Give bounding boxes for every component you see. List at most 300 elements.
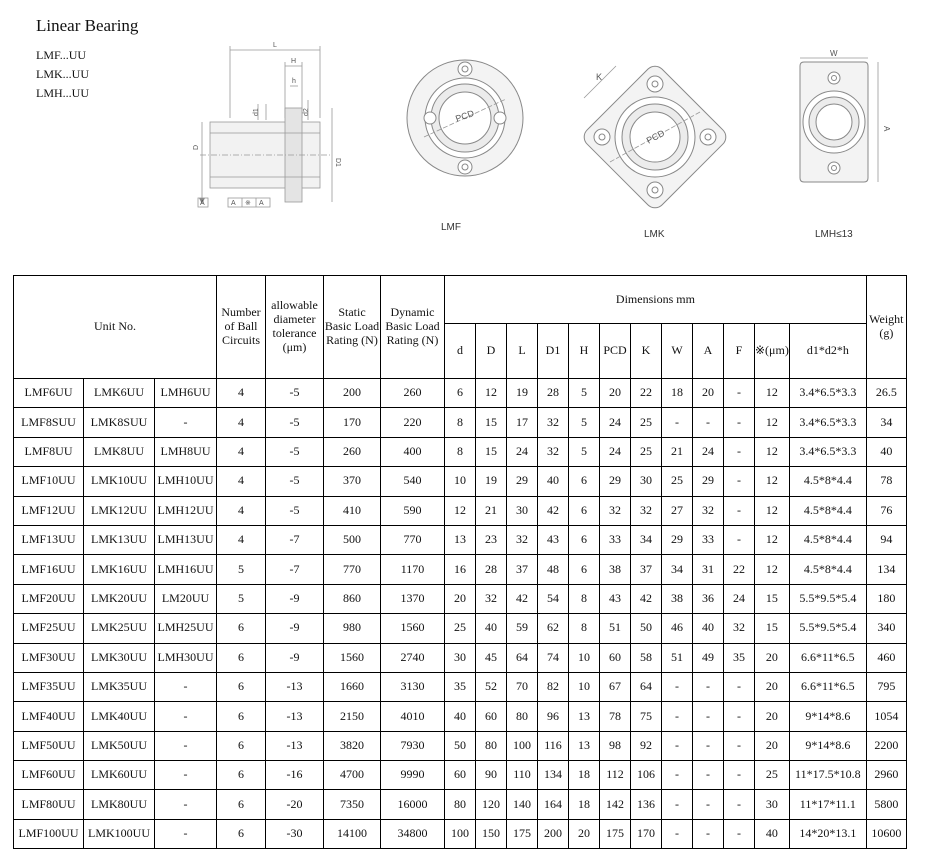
table-cell: 52	[476, 672, 507, 701]
table-cell: 37	[507, 555, 538, 584]
table-cell: 33	[600, 525, 631, 554]
table-cell: -	[693, 702, 724, 731]
table-cell: 142	[600, 790, 631, 819]
table-cell: 116	[538, 731, 569, 760]
table-cell: 260	[381, 379, 445, 408]
table-cell: 25	[755, 761, 790, 790]
lmf-pcd-label: PCD	[454, 107, 476, 124]
table-cell: -	[693, 731, 724, 760]
datum-A-label: A	[200, 200, 205, 207]
table-cell: 2150	[324, 702, 381, 731]
table-cell: -5	[266, 437, 324, 466]
table-cell: 21	[662, 437, 693, 466]
table-cell: -	[724, 437, 755, 466]
table-cell: 4	[217, 437, 266, 466]
table-cell: 2200	[866, 731, 906, 760]
table-cell: -	[724, 672, 755, 701]
table-cell: 860	[324, 584, 381, 613]
table-cell: 460	[866, 643, 906, 672]
table-cell: 164	[538, 790, 569, 819]
table-cell: 50	[631, 614, 662, 643]
table-cell: 15	[755, 614, 790, 643]
table-cell: LM20UU	[155, 584, 217, 613]
table-cell: LMH12UU	[155, 496, 217, 525]
table-cell: -	[155, 672, 217, 701]
table-cell: 40	[866, 437, 906, 466]
table-cell: 10600	[866, 819, 906, 848]
table-cell: LMF12UU	[14, 496, 84, 525]
table-cell: 140	[507, 790, 538, 819]
table-cell: 12	[755, 555, 790, 584]
series-lmk: LMK...UU	[36, 67, 89, 81]
table-cell: -7	[266, 525, 324, 554]
dim-header-L: L	[507, 324, 538, 379]
table-cell: 19	[476, 467, 507, 496]
table-cell: 6	[445, 379, 476, 408]
table-cell: 410	[324, 496, 381, 525]
table-row	[14, 819, 907, 848]
table-cell: 540	[381, 467, 445, 496]
lmh-flange-drawing	[790, 50, 890, 195]
table-cell: 8	[445, 437, 476, 466]
table-cell: 22	[724, 555, 755, 584]
table-cell: 5	[217, 584, 266, 613]
table-cell: 34	[662, 555, 693, 584]
table-cell: LMF8UU	[14, 437, 84, 466]
table-cell: 12	[445, 496, 476, 525]
table-cell: 32	[693, 496, 724, 525]
tolerance-frame-A1: A	[231, 200, 236, 207]
table-cell: 20	[600, 379, 631, 408]
table-cell: 4010	[381, 702, 445, 731]
table-cell: 4.5*8*4.4	[789, 525, 866, 554]
table-cell: 6	[217, 819, 266, 848]
table-cell: 4	[217, 467, 266, 496]
table-cell: 14*20*13.1	[789, 819, 866, 848]
table-cell: 43	[538, 525, 569, 554]
header-dynamic-load: Dynamic Basic Load Rating (N)	[381, 276, 445, 379]
table-cell: 20	[755, 731, 790, 760]
table-cell: 35	[724, 643, 755, 672]
table-cell: 24	[693, 437, 724, 466]
table-cell: LMK16UU	[84, 555, 155, 584]
dim-h-label: h	[292, 78, 296, 85]
table-cell: 6	[569, 525, 600, 554]
table-cell: 12	[755, 467, 790, 496]
dim-header-d: d	[445, 324, 476, 379]
table-cell: 6	[217, 731, 266, 760]
table-cell: LMK60UU	[84, 761, 155, 790]
table-cell: 6	[217, 761, 266, 790]
table-cell: -	[662, 790, 693, 819]
table-cell: 400	[381, 437, 445, 466]
table-cell: 60	[600, 643, 631, 672]
table-cell: 23	[476, 525, 507, 554]
table-cell: -30	[266, 819, 324, 848]
table-cell: 770	[381, 525, 445, 554]
table-row	[14, 437, 907, 466]
lmk-k-label: K	[596, 72, 603, 82]
table-cell: 29	[662, 525, 693, 554]
dim-header-d1-d2-h: d1*d2*h	[789, 324, 866, 379]
table-cell: 58	[631, 643, 662, 672]
table-cell: LMH10UU	[155, 467, 217, 496]
table-cell: 6	[569, 496, 600, 525]
table-row	[14, 731, 907, 760]
table-cell: 4	[217, 408, 266, 437]
table-cell: 6	[217, 790, 266, 819]
table-cell: 8	[569, 614, 600, 643]
table-cell: 112	[600, 761, 631, 790]
table-cell: 17	[507, 408, 538, 437]
lmf-flange-drawing	[404, 57, 526, 179]
table-cell: 90	[476, 761, 507, 790]
table-cell: 24	[600, 408, 631, 437]
table-cell: 10	[445, 467, 476, 496]
table-row	[14, 584, 907, 613]
table-cell: 1370	[381, 584, 445, 613]
table-cell: -	[155, 790, 217, 819]
table-cell: 98	[600, 731, 631, 760]
dim-header-D: D	[476, 324, 507, 379]
table-cell: LMF60UU	[14, 761, 84, 790]
table-cell: -9	[266, 584, 324, 613]
table-cell: 340	[866, 614, 906, 643]
header-tolerance: allowable diameter tolerance (μm)	[266, 276, 324, 379]
table-cell: 70	[507, 672, 538, 701]
table-cell: 150	[476, 819, 507, 848]
table-cell: 42	[507, 584, 538, 613]
table-cell: 134	[538, 761, 569, 790]
table-cell: LMH25UU	[155, 614, 217, 643]
lmk-caption: LMK	[644, 229, 665, 240]
table-cell: 51	[600, 614, 631, 643]
table-cell: -9	[266, 614, 324, 643]
table-cell: 10	[569, 643, 600, 672]
table-cell: 54	[538, 584, 569, 613]
dim-header-A: A	[693, 324, 724, 379]
table-cell: LMF16UU	[14, 555, 84, 584]
series-lmh: LMH...UU	[36, 86, 89, 100]
table-cell: -	[662, 702, 693, 731]
table-cell: 11*17.5*10.8	[789, 761, 866, 790]
table-cell: -	[724, 761, 755, 790]
table-cell: 59	[507, 614, 538, 643]
table-cell: -	[693, 819, 724, 848]
table-cell: 134	[866, 555, 906, 584]
page-title: Linear Bearing	[36, 16, 139, 35]
table-cell: -	[155, 702, 217, 731]
table-cell: 12	[755, 379, 790, 408]
table-cell: 3.4*6.5*3.3	[789, 379, 866, 408]
table-cell: 40	[445, 702, 476, 731]
table-cell: 42	[631, 584, 662, 613]
table-cell: 30	[507, 496, 538, 525]
table-cell: 42	[538, 496, 569, 525]
dim-header-F: F	[724, 324, 755, 379]
table-cell: 9*14*8.6	[789, 702, 866, 731]
table-cell: 4.5*8*4.4	[789, 555, 866, 584]
table-cell: 18	[662, 379, 693, 408]
table-cell: 590	[381, 496, 445, 525]
table-row	[14, 525, 907, 554]
table-cell: LMF100UU	[14, 819, 84, 848]
table-cell: 6.6*11*6.5	[789, 643, 866, 672]
table-cell: -	[693, 408, 724, 437]
table-cell: LMH13UU	[155, 525, 217, 554]
table-cell: 13	[569, 702, 600, 731]
table-cell: LMH30UU	[155, 643, 217, 672]
table-cell: 3.4*6.5*3.3	[789, 408, 866, 437]
table-cell: 120	[476, 790, 507, 819]
table-cell: 27	[662, 496, 693, 525]
table-cell: -20	[266, 790, 324, 819]
table-cell: 20	[755, 702, 790, 731]
table-cell: -13	[266, 702, 324, 731]
table-cell: 43	[600, 584, 631, 613]
lmf-caption: LMF	[441, 222, 461, 233]
table-cell: -	[724, 525, 755, 554]
table-cell: LMK25UU	[84, 614, 155, 643]
table-cell: LMK20UU	[84, 584, 155, 613]
table-row	[14, 702, 907, 731]
table-cell: 34	[866, 408, 906, 437]
header-dimensions: Dimensions mm	[445, 276, 867, 324]
table-cell: 16	[445, 555, 476, 584]
table-cell: -9	[266, 643, 324, 672]
table-cell: 770	[324, 555, 381, 584]
table-cell: -	[724, 731, 755, 760]
table-cell: LMF25UU	[14, 614, 84, 643]
table-cell: 38	[662, 584, 693, 613]
lmh-w-label: W	[830, 49, 838, 58]
dim-H-label: H	[291, 58, 297, 65]
table-cell: 67	[600, 672, 631, 701]
table-cell: 14100	[324, 819, 381, 848]
table-cell: LMK12UU	[84, 496, 155, 525]
table-cell: 18	[569, 761, 600, 790]
table-cell: 76	[866, 496, 906, 525]
table-cell: 7350	[324, 790, 381, 819]
table-cell: 29	[693, 467, 724, 496]
table-cell: 12	[755, 437, 790, 466]
table-cell: -	[724, 467, 755, 496]
dim-D1-label: D1	[334, 158, 341, 167]
table-cell: 20	[693, 379, 724, 408]
table-cell: 1560	[381, 614, 445, 643]
table-cell: 21	[476, 496, 507, 525]
table-cell: 5.5*9.5*5.4	[789, 614, 866, 643]
table-cell: 32	[538, 437, 569, 466]
table-cell: 136	[631, 790, 662, 819]
table-cell: -	[693, 790, 724, 819]
table-cell: 200	[538, 819, 569, 848]
side-section-drawing	[190, 38, 340, 218]
table-cell: 5	[569, 379, 600, 408]
table-cell: 28	[538, 379, 569, 408]
table-cell: 8	[445, 408, 476, 437]
table-cell: 78	[600, 702, 631, 731]
table-cell: 96	[538, 702, 569, 731]
table-cell: LMK40UU	[84, 702, 155, 731]
table-cell: 18	[569, 790, 600, 819]
table-cell: 35	[445, 672, 476, 701]
table-cell: -	[662, 761, 693, 790]
table-cell: 80	[507, 702, 538, 731]
table-cell: 24	[600, 437, 631, 466]
header-unit-no: Unit No.	[14, 276, 217, 379]
table-cell: 29	[507, 467, 538, 496]
table-cell: 26.5	[866, 379, 906, 408]
table-cell: 64	[631, 672, 662, 701]
table-cell: 37	[631, 555, 662, 584]
table-cell: 1560	[324, 643, 381, 672]
table-cell: 60	[445, 761, 476, 790]
table-cell: 3.4*6.5*3.3	[789, 437, 866, 466]
table-cell: LMF8SUU	[14, 408, 84, 437]
lmk-pcd-label: PCD	[644, 127, 667, 146]
table-cell: 170	[631, 819, 662, 848]
table-row	[14, 790, 907, 819]
table-cell: -7	[266, 555, 324, 584]
table-cell: 13	[569, 731, 600, 760]
table-cell: 100	[507, 731, 538, 760]
table-cell: 32	[507, 525, 538, 554]
table-cell: LMF13UU	[14, 525, 84, 554]
table-cell: 180	[866, 584, 906, 613]
table-cell: 7930	[381, 731, 445, 760]
table-cell: 12	[755, 496, 790, 525]
table-cell: 106	[631, 761, 662, 790]
table-cell: LMF30UU	[14, 643, 84, 672]
dim-header-W: W	[662, 324, 693, 379]
table-cell: LMK35UU	[84, 672, 155, 701]
table-cell: 20	[569, 819, 600, 848]
dim-d1-label: d1	[253, 108, 260, 116]
table-row	[14, 643, 907, 672]
table-cell: 5	[217, 555, 266, 584]
table-cell: 45	[476, 643, 507, 672]
table-cell: LMK30UU	[84, 643, 155, 672]
table-cell: 32	[476, 584, 507, 613]
table-cell: LMF35UU	[14, 672, 84, 701]
table-cell: 6	[217, 672, 266, 701]
table-cell: 78	[866, 467, 906, 496]
table-cell: 30	[445, 643, 476, 672]
table-cell: -	[662, 672, 693, 701]
table-cell: -	[155, 408, 217, 437]
table-cell: 31	[693, 555, 724, 584]
table-cell: LMK6UU	[84, 379, 155, 408]
table-cell: 11*17*11.1	[789, 790, 866, 819]
table-cell: LMK80UU	[84, 790, 155, 819]
table-cell: 60	[476, 702, 507, 731]
header-weight: Weight (g)	[866, 276, 906, 379]
table-row	[14, 496, 907, 525]
table-cell: 50	[445, 731, 476, 760]
table-row	[14, 379, 907, 408]
table-cell: 36	[693, 584, 724, 613]
table-row	[14, 614, 907, 643]
table-cell: 25	[662, 467, 693, 496]
table-cell: 4700	[324, 761, 381, 790]
table-cell: -	[662, 819, 693, 848]
table-cell: LMF50UU	[14, 731, 84, 760]
table-row	[14, 761, 907, 790]
table-cell: 46	[662, 614, 693, 643]
table-cell: 29	[600, 467, 631, 496]
table-cell: 1660	[324, 672, 381, 701]
table-cell: 62	[538, 614, 569, 643]
table-cell: 110	[507, 761, 538, 790]
table-cell: LMF6UU	[14, 379, 84, 408]
table-cell: 220	[381, 408, 445, 437]
table-row	[14, 467, 907, 496]
table-cell: 34800	[381, 819, 445, 848]
table-cell: 38	[600, 555, 631, 584]
table-cell: 175	[600, 819, 631, 848]
table-cell: 200	[324, 379, 381, 408]
table-cell: 32	[538, 408, 569, 437]
header-static-load: Static Basic Load Rating (N)	[324, 276, 381, 379]
header-ball-circuits: Number of Ball Circuits	[217, 276, 266, 379]
table-cell: 15	[755, 584, 790, 613]
table-cell: LMK50UU	[84, 731, 155, 760]
table-cell: 9*14*8.6	[789, 731, 866, 760]
table-cell: LMF20UU	[14, 584, 84, 613]
table-cell: LMF10UU	[14, 467, 84, 496]
table-cell: 175	[507, 819, 538, 848]
table-cell: 25	[631, 437, 662, 466]
table-cell: 25	[445, 614, 476, 643]
table-cell: 82	[538, 672, 569, 701]
table-cell: 370	[324, 467, 381, 496]
table-cell: 6	[217, 643, 266, 672]
table-cell: 795	[866, 672, 906, 701]
table-cell: 4.5*8*4.4	[789, 467, 866, 496]
table-cell: 100	[445, 819, 476, 848]
table-cell: 40	[476, 614, 507, 643]
table-cell: 6	[569, 467, 600, 496]
table-cell: 51	[662, 643, 693, 672]
table-cell: -	[724, 496, 755, 525]
table-cell: 6	[217, 614, 266, 643]
table-cell: -16	[266, 761, 324, 790]
table-cell: 49	[693, 643, 724, 672]
table-cell: 19	[507, 379, 538, 408]
tolerance-frame-symbol: ※	[245, 200, 251, 207]
table-cell: 4	[217, 525, 266, 554]
table-row	[14, 555, 907, 584]
table-cell: 980	[324, 614, 381, 643]
dim-D-label: D	[193, 144, 200, 150]
table-cell: 1170	[381, 555, 445, 584]
table-cell: LMH8UU	[155, 437, 217, 466]
table-cell: 30	[631, 467, 662, 496]
table-cell: 32	[631, 496, 662, 525]
dim-header-D1: D1	[538, 324, 569, 379]
table-cell: 92	[631, 731, 662, 760]
table-cell: -	[155, 731, 217, 760]
table-cell: 4	[217, 379, 266, 408]
table-cell: 40	[755, 819, 790, 848]
table-cell: 40	[693, 614, 724, 643]
table-cell: 33	[693, 525, 724, 554]
table-cell: 3130	[381, 672, 445, 701]
table-cell: 24	[724, 584, 755, 613]
table-cell: 5800	[866, 790, 906, 819]
table-cell: 94	[866, 525, 906, 554]
